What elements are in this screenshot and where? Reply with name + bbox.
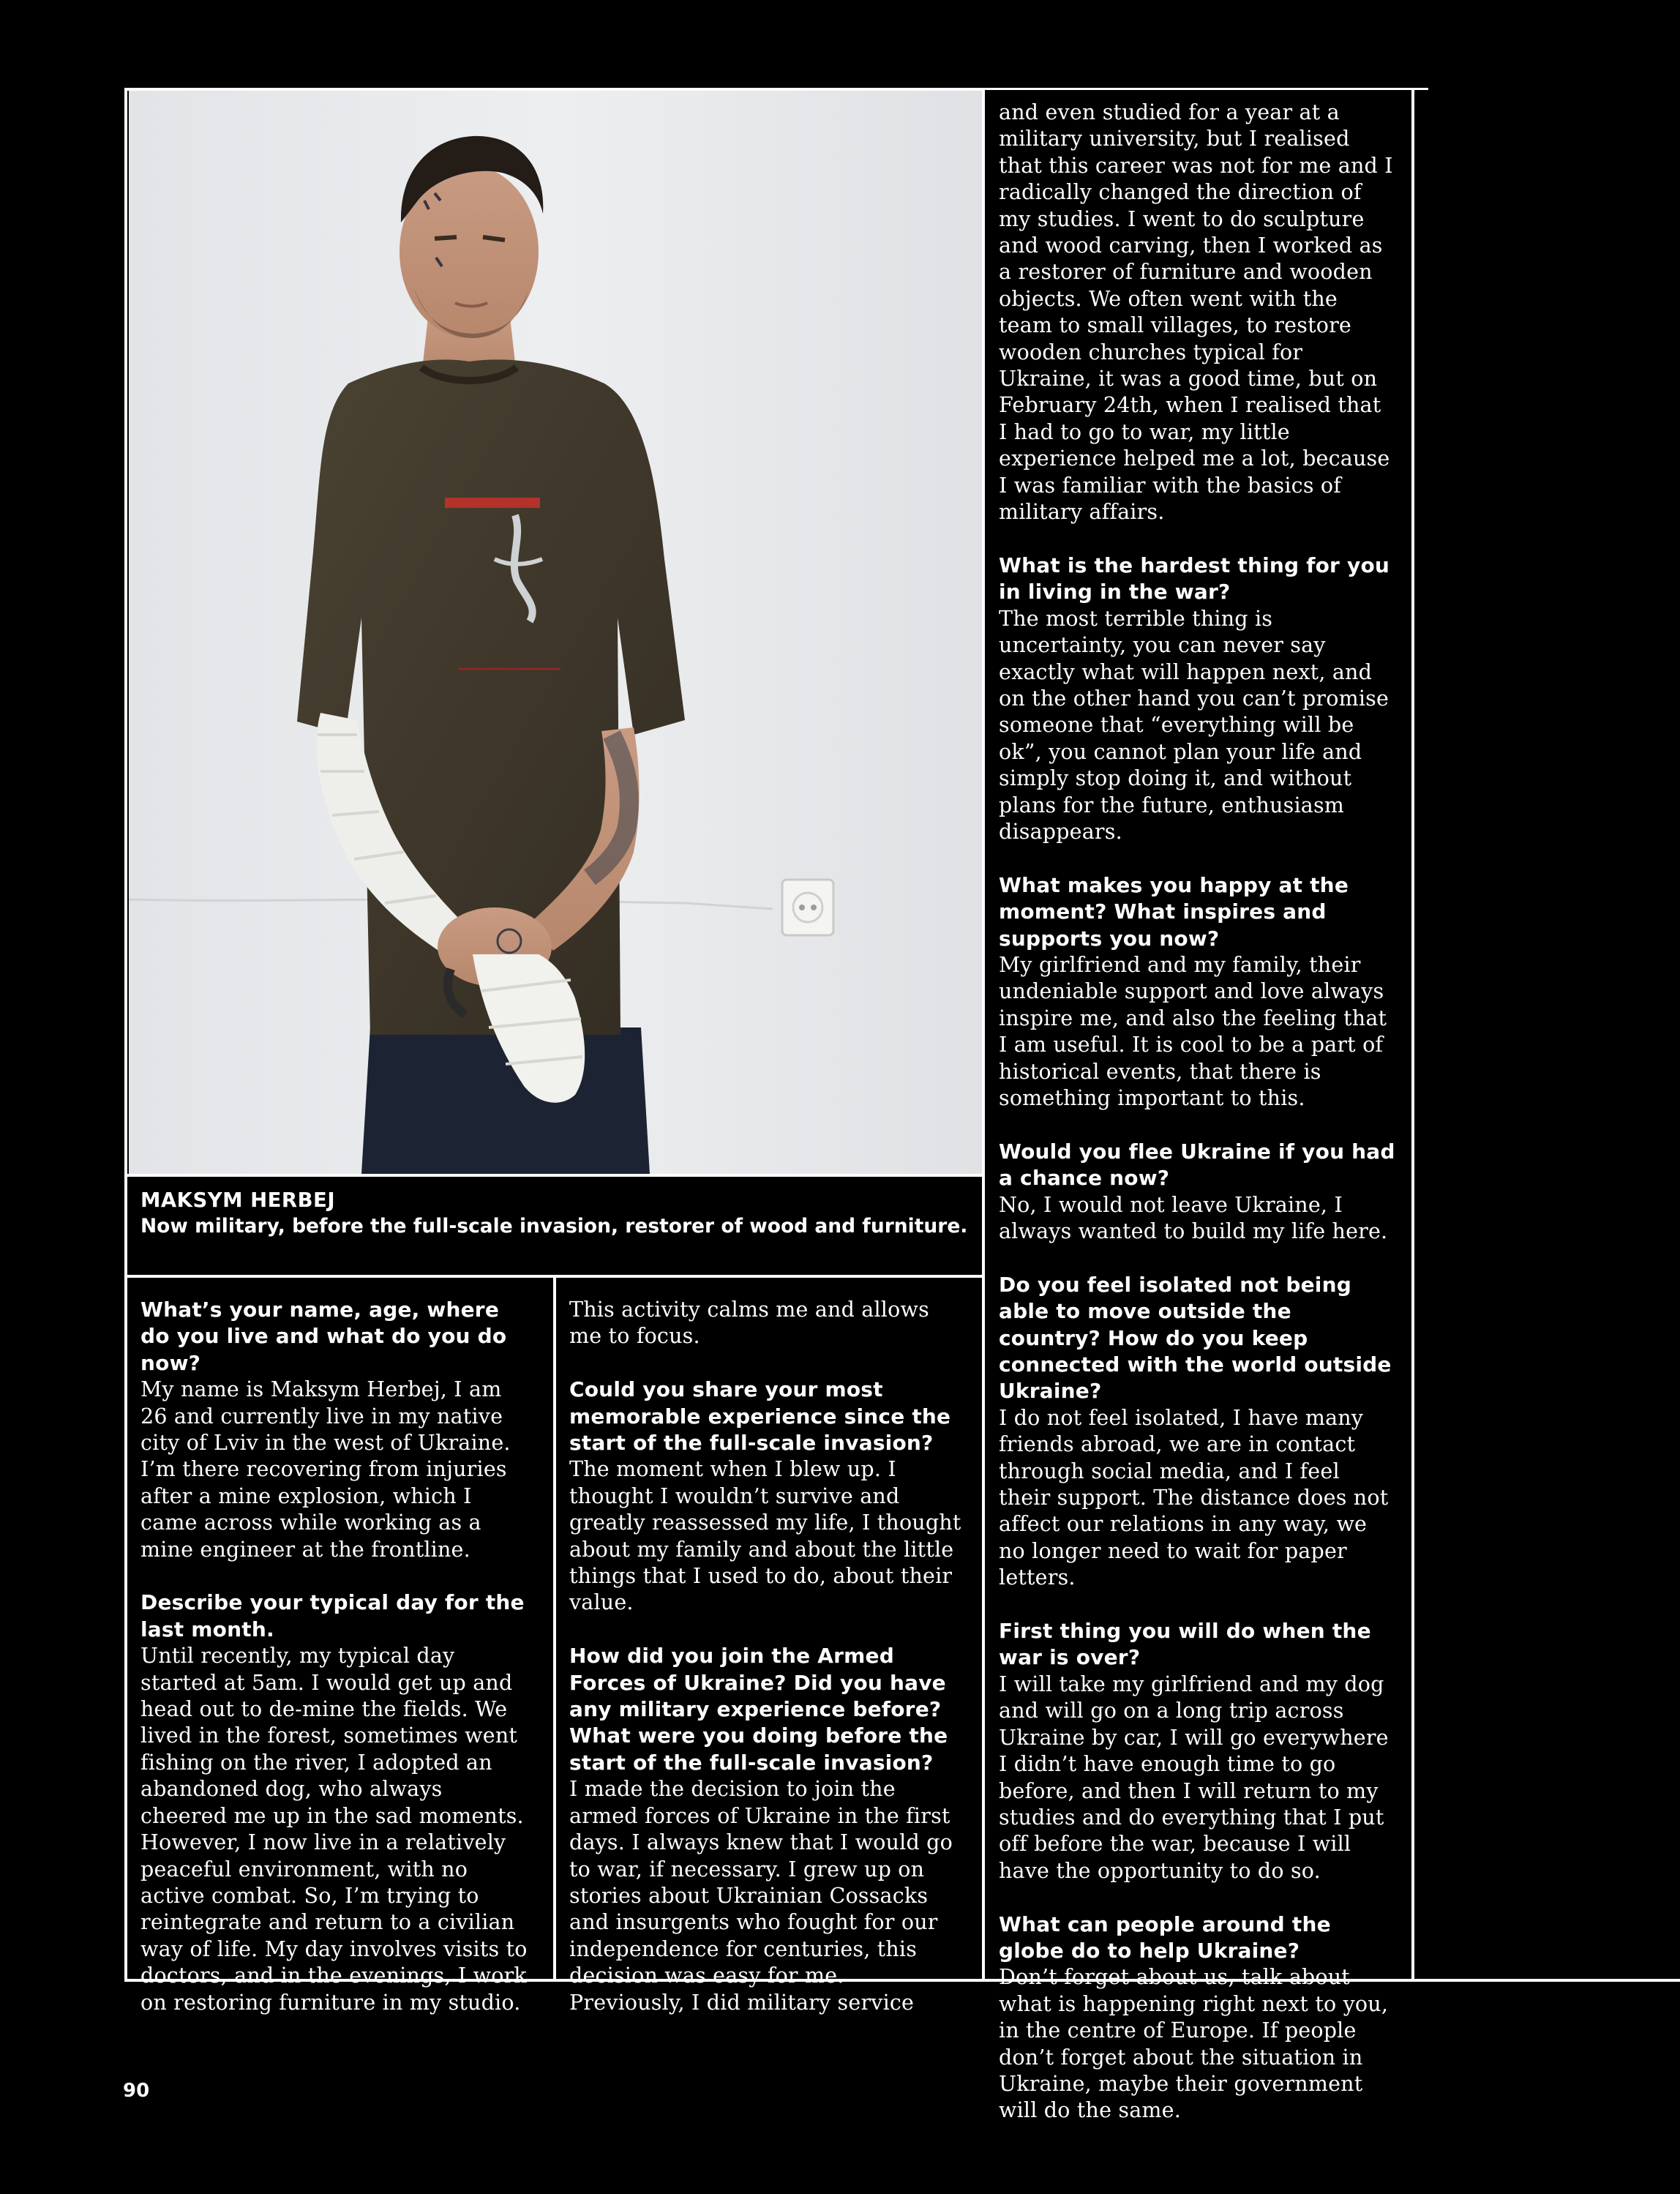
qa-block (140, 1297, 533, 1563)
interview-column-3 (999, 100, 1395, 2124)
interview-answer: My name is Maksym Herbej, I am 26 and currently live in my native city of Lviv in the west of Ukraine. I’m there recovering from injuries after a mine explosion, which I came across while working as a mine engineer at the frontline. (140, 1377, 511, 1562)
interview-answer: I do not feel isolated, I have many friends abroad, we are in contact through social media, and I feel their support. The distance does not affect our relations in any way, we no longer need to wait for paper letters. (999, 1405, 1389, 1590)
interview-question: Do you feel isolated not being able to move outside the country? How do you keep connected with the world outside Ukraine? (999, 1272, 1392, 1404)
interview-question: Would you flee Ukraine if you had a chance now? (999, 1139, 1395, 1191)
interview-answer: I made the decision to join the armed forces of Ukraine in the first days. I always knew that I would go to war, if necessary. I grew up on stories about Ukrainian Cossacks and insurgents who fought for our independence for centuries, this decision was easy for me. Previously, I did military service (569, 1777, 953, 2015)
interview-question: Could you share your most memorable experience since the start of the full-scale invasion? (569, 1377, 951, 1456)
rule-mid-column (553, 1275, 556, 1982)
interview-question: What’s your name, age, where do you live and what do you do now? (140, 1298, 507, 1375)
qa-block (999, 1272, 1395, 1592)
qa-block (999, 553, 1395, 845)
rule-center (982, 88, 985, 1982)
interview-answer: I will take my girlfriend and my dog and will go on a long trip across Ukraine by car, I will go everywhere I didn’t have enough time to go before, and then I will return to my studies and do everything that I put off before the war, because I will have the opportunity to do so. (999, 1671, 1389, 1883)
rule-under-photo (124, 1174, 985, 1177)
interview-column-2 (569, 1297, 964, 2016)
portrait-photo (129, 91, 982, 1174)
qa-block (569, 1643, 964, 2016)
subject-name: MAKSYM HERBEJ (140, 1188, 336, 1212)
qa-block (999, 1912, 1395, 2124)
qa-block (999, 872, 1395, 1112)
continued-text: and even studied for a year at a military university, but I realised that this career was not for me and I radically changed the direction of my studies. I went to do sculpture and wood carving, then I worked as a restorer of furniture and wooden objects. We often went with the team to small villages, to restore wooden churches typical for Ukraine, it was a good time, but on February 24th, when I realised that I had to go to war, my little experience helped me a lot, because I was familiar with the basics of military affairs. (999, 100, 1393, 525)
photo-caption (140, 1187, 982, 1240)
interview-answer: My girlfriend and my family, their undeniable support and love always inspire me, and also the feeling that I am useful. It is cool to be a part of historical events, that there is something important to this. (999, 952, 1387, 1110)
qa-block (140, 1590, 533, 2016)
rule-left (124, 88, 127, 1982)
interview-answer: The most terrible thing is uncertainty, you can never say exactly what will happen next, and on the other hand you can’t promise someone that “everything will be ok”, you cannot plan your life and simply stop doing it, and without plans for the future, enthusiasm disappears. (999, 606, 1390, 844)
rule-right (1411, 88, 1414, 1982)
interview-question: How did you join the Armed Forces of Ukraine? Did you have any military experience before? What were you doing before the start of the full-scale invasion? (569, 1644, 948, 1775)
interview-answer: No, I would not leave Ukraine, I always wanted to build my life here. (999, 1192, 1388, 1244)
interview-answer: Don’t forget about us, talk about what is happening right next to you, in the centre of Europe. If people don’t forget about the situation in Ukraine, maybe their government will do the same. (999, 1965, 1389, 2123)
page-number: 90 (123, 2080, 150, 2102)
qa-block (999, 1618, 1395, 1884)
continued-text: This activity calms me and allows me to focus. (569, 1298, 929, 1349)
rule-top-right (985, 88, 1428, 90)
interview-answer: The moment when I blew up. I thought I wouldn’t survive and greatly reassessed my life, I thought about my family and about the little things that I used to do, about their value. (569, 1457, 961, 1615)
interview-question: What can people around the globe do to help Ukraine? (999, 1912, 1331, 1963)
qa-block (999, 1139, 1395, 1246)
interview-question: What makes you happy at the moment? What inspires and supports you now? (999, 872, 1349, 951)
qa-block (569, 1377, 964, 1617)
interview-answer: Until recently, my typical day started at 5am. I would get up and head out to de-mine the fields. We lived in the forest, sometimes went fishing on the river, I adopted an abandoned dog, who always cheered me up in the sad moments. However, I now live in a relatively peaceful environment, with no active combat. So, I’m trying to reintegrate and return to a civilian way of life. My day involves visits to doctors, and in the evenings, I work on restoring furniture in my studio. (140, 1644, 528, 2015)
interview-question: What is the hardest thing for you in living in the war? (999, 553, 1390, 604)
interview-question: First thing you will do when the war is over? (999, 1619, 1371, 1670)
interview-question: Describe your typical day for the last month. (140, 1590, 525, 1641)
subject-role: Now military, before the full-scale invasion, restorer of wood and furniture. (140, 1215, 968, 1238)
portrait-illustration (129, 91, 982, 1174)
interview-column-1 (140, 1297, 533, 2016)
